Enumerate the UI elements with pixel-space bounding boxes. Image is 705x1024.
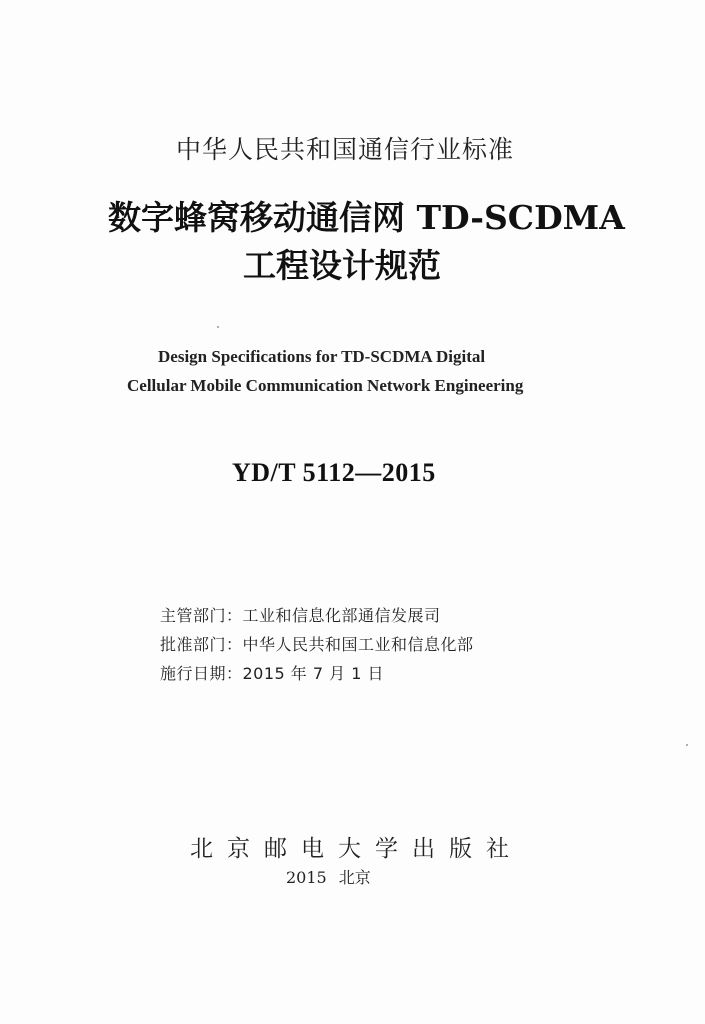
approving-department: 批准部门：中华人民共和国工业和信息化部 — [160, 635, 474, 654]
publication-place: 北京 — [338, 868, 371, 887]
scan-speck — [217, 326, 219, 328]
publication-year: 2015 — [286, 868, 327, 887]
scan-speck — [686, 744, 688, 746]
effective-date: 施行日期：2015 年 7 月 1 日 — [160, 664, 385, 683]
standard-code: YD/T 5112—2015 — [232, 458, 436, 487]
chinese-title-line-2: 工程设计规范 — [243, 246, 441, 285]
publisher-name: 北京邮电大学出版社 — [190, 836, 523, 862]
chinese-title-line-1: 数字蜂窝移动通信网 TD-SCDMA — [108, 198, 625, 237]
supervising-department: 主管部门：工业和信息化部通信发展司 — [160, 606, 441, 625]
industry-standard-heading: 中华人民共和国通信行业标准 — [176, 135, 515, 164]
publication-info — [286, 865, 371, 888]
english-title-line-2: Cellular Mobile Communication Network Engineering — [127, 376, 524, 395]
english-title-line-1: Design Specifications for TD-SCDMA Digital — [158, 347, 486, 366]
